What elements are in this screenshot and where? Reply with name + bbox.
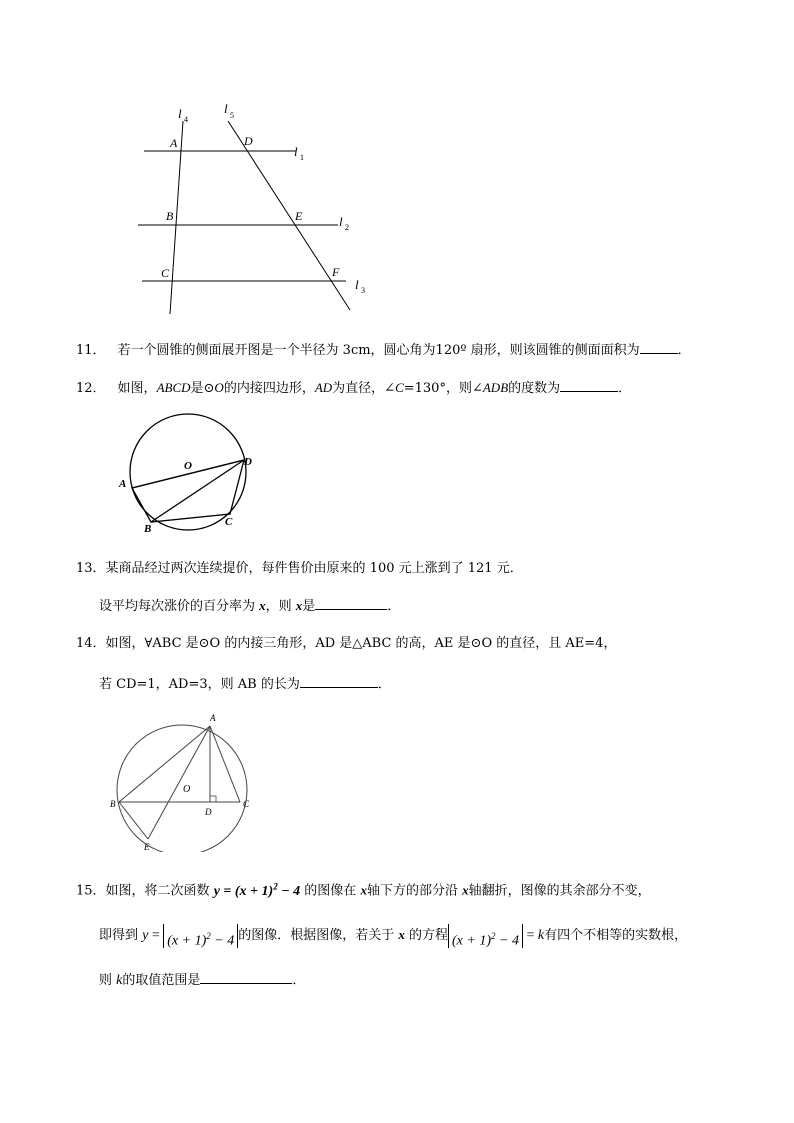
label-E: E — [295, 209, 303, 223]
text-segment: 的内接四边形， — [223, 381, 315, 396]
question-12 — [76, 379, 631, 397]
text-segment: 轴翻折，图像的其余部分不变， — [468, 883, 651, 899]
label-l1-sub: 1 — [300, 153, 304, 162]
text-segment: =130°，则∠ — [403, 381, 483, 396]
text-segment: 为直径，∠ — [332, 381, 396, 396]
question-text: 若 CD=1，AD=3，则 AB 的长为 — [99, 677, 300, 692]
label-A: A — [119, 478, 127, 490]
var-y: y — [142, 928, 149, 943]
equals-sign: = — [148, 928, 164, 943]
text-segment: 如图， — [117, 381, 157, 396]
label-C: C — [225, 516, 233, 528]
angle-C: C — [395, 380, 404, 395]
label-A: A — [210, 713, 216, 723]
text-segment: 的图像在 — [300, 883, 361, 899]
text-segment: 轴下方的部分沿 — [366, 883, 463, 899]
question-13 — [76, 561, 523, 577]
text-segment: 如图，将二次函数 — [105, 883, 214, 899]
label-B: B — [166, 209, 174, 223]
label-F: F — [332, 265, 340, 279]
question-11 — [76, 341, 691, 359]
answer-blank[interactable] — [300, 675, 378, 688]
question-15-line3 — [99, 971, 305, 989]
segment-AD: AD — [314, 380, 333, 395]
line-l5 — [228, 121, 350, 310]
question-end: ． — [377, 677, 391, 692]
label-C: C — [243, 799, 250, 809]
label-B: B — [110, 799, 116, 809]
question-number: 15． — [76, 883, 106, 899]
label-l2-sub: 2 — [345, 223, 349, 232]
quad-ABCD: ABCD — [156, 380, 191, 395]
inscribed-triangle-figure — [106, 710, 258, 852]
var-x: x — [360, 882, 367, 898]
label-C: C — [161, 266, 170, 280]
equals-sign: = — [522, 928, 538, 943]
text-segment: 设平均每次涨价的百分率为 — [99, 599, 260, 614]
question-end: ． — [618, 381, 632, 396]
question-text: 若一个圆锥的侧面展开图是一个半径为 3cm，圆心角为120º 扇形，则该圆锥的侧面面积为 — [117, 343, 640, 358]
text-segment: 是 — [302, 599, 316, 614]
circle-O: O — [214, 380, 224, 395]
question-15-line2 — [99, 922, 687, 949]
answer-blank[interactable] — [560, 379, 618, 392]
label-l3: l — [355, 277, 359, 292]
text-segment: 的度数为 — [508, 381, 561, 396]
question-end: ． — [292, 973, 306, 988]
absolute-value-expression: $(x + 1)^2 - 4$ — [163, 924, 238, 948]
text-segment: 的方程 — [404, 928, 448, 943]
question-end: ． — [387, 599, 401, 614]
question-13-line2 — [99, 597, 400, 615]
label-l4: l — [178, 106, 182, 121]
var-x: x — [295, 598, 303, 613]
function-expression: $y = (x + 1)^2 - 4$ — [213, 881, 301, 899]
absolute-value-equation: $(x + 1)^2 - 4$ — [448, 924, 523, 948]
question-14-line2 — [99, 675, 391, 693]
label-D: D — [205, 807, 212, 817]
question-end: ． — [677, 343, 691, 358]
label-l2: l — [339, 214, 343, 229]
text-segment: 的图像．根据图像，若关于 — [238, 928, 399, 943]
text-segment: 有四个不相等的实数根， — [544, 928, 688, 943]
question-number: 13． — [76, 561, 106, 576]
label-B: B — [144, 523, 152, 535]
label-l4-sub: 4 — [184, 115, 188, 124]
text-segment: ，则 — [265, 599, 296, 614]
question-number: 12． — [76, 381, 106, 396]
var-k: k — [116, 973, 123, 988]
question-15 — [76, 878, 651, 900]
question-14 — [76, 636, 616, 652]
label-A: A — [170, 136, 178, 150]
text-segment: 则 — [99, 973, 117, 988]
label-D: D — [244, 134, 253, 148]
var-x: x — [259, 598, 266, 613]
question-number: 14． — [76, 636, 106, 651]
question-text: 某商品经过两次连续提价，每件售价由原来的 100 元上涨到了 121 元． — [105, 561, 523, 576]
answer-blank[interactable] — [315, 597, 387, 610]
question-text: 如图，∀ABC 是⊙O 的内接三角形，AD 是△ABC 的高，AE 是⊙O 的直径，且 AE=4， — [105, 636, 617, 651]
label-E: E — [144, 842, 150, 852]
var-k: k — [537, 928, 545, 943]
text-segment: 即得到 — [99, 928, 143, 943]
inscribed-quadrilateral-figure — [112, 408, 262, 536]
label-O: O — [184, 460, 192, 472]
text-segment: 的取值范围是 — [122, 973, 201, 988]
label-O: O — [183, 784, 191, 795]
parallel-lines-figure — [130, 98, 380, 323]
var-x: x — [462, 882, 469, 898]
label-D: D — [244, 456, 252, 468]
answer-blank[interactable] — [200, 971, 292, 984]
question-number: 11． — [76, 343, 106, 358]
label-l1: l — [294, 144, 298, 159]
var-x: x — [398, 927, 405, 942]
text-segment: 是⊙ — [190, 381, 215, 396]
label-l5: l — [224, 101, 228, 116]
label-l3-sub: 3 — [361, 286, 365, 295]
answer-blank[interactable] — [640, 341, 678, 354]
angle-ADB: ADB — [482, 380, 509, 395]
label-l5-sub: 5 — [230, 111, 234, 120]
